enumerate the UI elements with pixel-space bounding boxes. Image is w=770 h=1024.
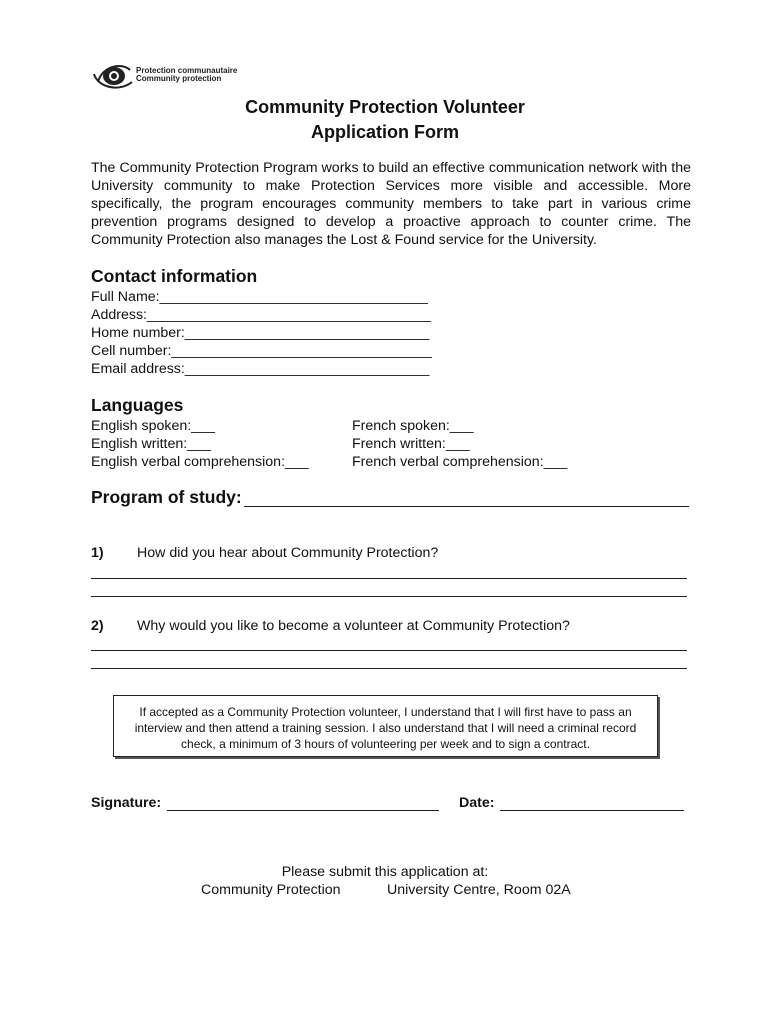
question-2-number: 2) <box>91 618 104 634</box>
intro-paragraph: The Community Protection Program works to build an effective communication network with the University community to make Protection Services more visible and accessible. More specifically, the program encourages community members to take part in various crime prevention programs designed to develop a proactive approach to counter crime. The Community Protection also manages the Lost & Found service for the University. <box>91 160 691 248</box>
signature-line[interactable] <box>167 796 439 811</box>
eye-emblem-icon <box>92 60 136 94</box>
date-label: Date: <box>459 795 495 811</box>
cell-number-field[interactable]: Cell number:_________________________________ <box>91 343 432 359</box>
english-written-field[interactable]: English written:___ <box>91 436 211 452</box>
date-field[interactable] <box>459 795 684 811</box>
contact-heading: Contact information <box>91 266 258 286</box>
french-column <box>352 417 567 471</box>
logo-text <box>136 67 237 83</box>
acknowledgement-notice <box>113 695 658 757</box>
address-field[interactable]: Address:____________________________________ <box>91 307 432 323</box>
question-1-text: How did you hear about Community Protection? <box>137 545 439 561</box>
submit-instruction: Please submit this application at: <box>281 864 489 880</box>
question-1-answer-line[interactable] <box>91 578 687 579</box>
question-2-answer-line[interactable] <box>91 668 687 669</box>
logo-line-english: Community protection <box>136 74 222 83</box>
program-answer-line[interactable] <box>244 506 689 507</box>
submit-room: University Centre, Room 02A <box>387 882 571 898</box>
full-name-field[interactable]: Full Name:__________________________________ <box>91 289 428 305</box>
question-1-number: 1) <box>91 545 104 561</box>
date-line[interactable] <box>500 796 684 811</box>
signature-field[interactable] <box>91 795 439 811</box>
question-2-answer-line[interactable] <box>91 650 687 651</box>
title-line-2: Application Form <box>311 122 459 142</box>
program-of-study-field[interactable] <box>91 487 689 509</box>
program-label: Program of study: <box>91 487 242 507</box>
french-verbal-field[interactable]: French verbal comprehension:___ <box>352 454 568 470</box>
english-verbal-field[interactable]: English verbal comprehension:___ <box>91 454 309 470</box>
email-field[interactable]: Email address:_______________________________ <box>91 361 430 377</box>
submit-office: Community Protection <box>201 882 341 898</box>
notice-text: If accepted as a Community Protection volunteer, I understand that I will first have to pass an interview and then attend a training session. I also understand that I will need a criminal record check, a minimum of 3 hours of volunteering per week and to sign a contract. <box>134 705 637 751</box>
english-spoken-field[interactable]: English spoken:___ <box>91 418 215 434</box>
languages-heading: Languages <box>91 395 184 415</box>
french-written-field[interactable]: French written:___ <box>352 436 470 452</box>
logo-line-french: Protection communautaire <box>136 66 238 75</box>
question-1-answer-line[interactable] <box>91 596 687 597</box>
french-spoken-field[interactable]: French spoken:___ <box>352 418 474 434</box>
home-number-field[interactable]: Home number:_______________________________ <box>91 325 430 341</box>
english-column <box>91 417 309 471</box>
form-title <box>0 95 770 145</box>
title-line-1: Community Protection Volunteer <box>245 97 525 117</box>
logo <box>92 60 262 94</box>
signature-label: Signature: <box>91 795 162 811</box>
question-2-text: Why would you like to become a volunteer at Community Protection? <box>137 618 570 634</box>
